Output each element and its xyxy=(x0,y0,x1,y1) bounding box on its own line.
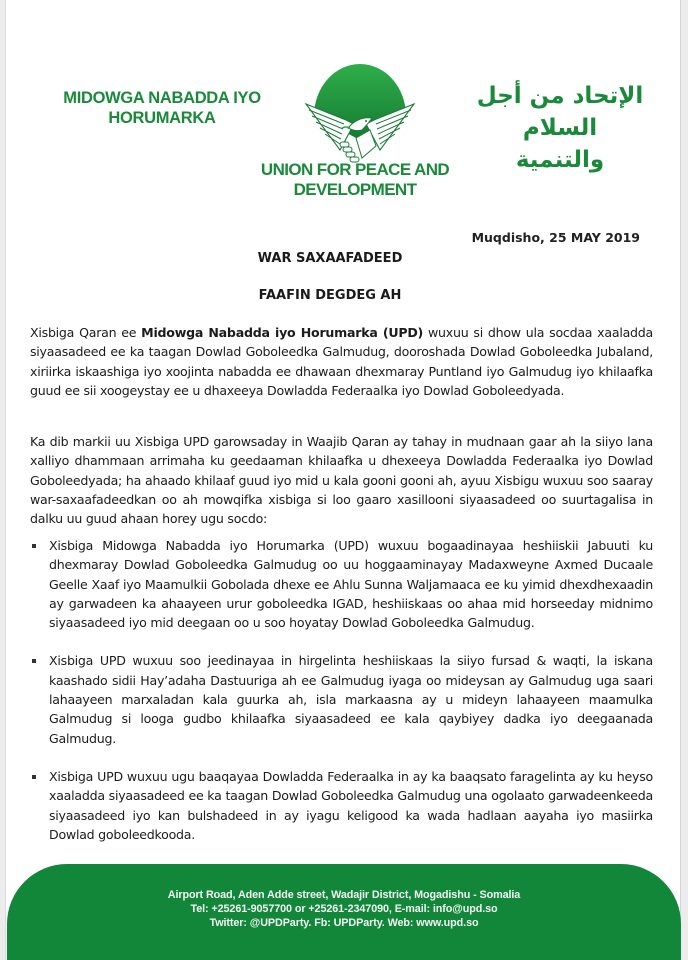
bullet-icon xyxy=(32,544,36,548)
party-name-english-line2: DEVELOPMENT xyxy=(293,180,417,199)
bullet-icon xyxy=(32,659,36,663)
letterhead xyxy=(0,0,688,215)
footer-contact: Tel: +25261-9057700 or +25261-2347090, E-mail: info@upd.so xyxy=(190,903,498,915)
party-name-somali xyxy=(52,88,272,128)
party-name-arabic-line2: والتنمية xyxy=(515,147,605,173)
document-subtitle: FAAFIN DEGDEG AH xyxy=(258,288,402,303)
party-name-somali-line1: MIDOWGA NABADDA IYO xyxy=(63,89,261,107)
document-title: WAR SAXAAFADEED xyxy=(257,251,403,266)
party-name-arabic-line1: الإتحاد من أجل السلام xyxy=(476,83,644,141)
paragraph-context: Ka dib markii uu Xisbiga UPD garowsaday in Waajib Qaran ay tahay in mudnaan gaar ah la siiyo lana xalliyo dhammaan arrimaha ku geedaaman khilaafka u dhexeeya Dowladda Federaalka iyo Dowlad Goboleedyada; ha ahaado khilaaf guud iyo mid u kala gooni gooni ah, ayuu Xisbigu wuxuu soo saaray war-saxaafadeedkan oo ah mowqifka xisbiga si loo gaaro xasillooni siyaasadeed oo suurtagalisa in dalku uu guud ahaan horey ugu socdo: xyxy=(30,434,653,527)
list-item-text: Xisbiga UPD wuxuu soo jeedinayaa in hirgelinta heshiiskaas la siiyo fursad & waqti, la iskana kaashado sidii Hay’adaha Dastuuriga ah ee Galmudug iyaga oo mideysan ay Galmudug uga saari lahaayeen marxaladan kala guurka ah, isla markaasna ay u mideyn lahaayeen maamulka Galmudug si looga gudbo khilaafka siyaasadeed ee kala qaybiyey dadka iyo deegaanada Galmudug. xyxy=(49,653,653,746)
party-name-somali-line2: HORUMARKA xyxy=(108,109,216,127)
party-name-english xyxy=(230,160,480,200)
list-item xyxy=(30,536,653,632)
bullet-icon xyxy=(32,775,36,779)
list-item xyxy=(30,651,653,747)
list-item-text: Xisbiga Midowga Nabadda iyo Horumarka (UPD) wuxuu bogaadinayaa heshiiskii Jabuuti ku dhexmaray Dowlad Goboleedka Galmudug oo uu hoggaaminayay Madaxweyne Axmed Ducaale Geelle Xaaf iyo Maamulkii Gobolada dhexe ee Ahlu Sunna Waljamaaca ee ku yimid dhexdhexaadin ay garwadeen ka ahaayeen urur goboleedka IGAD, heshiiskaas oo ahaa mid horseeday midnimo siyaasadeed iyo mid deegaan oo u soo hoyatay Dowlad Goboleedka Galmudug. xyxy=(49,538,653,631)
footer-address: Airport Road, Aden Adde street, Wadajir District, Mogadishu - Somalia xyxy=(167,889,521,901)
party-name-english-line1: UNION FOR PEACE AND xyxy=(260,160,450,179)
paragraph-intro xyxy=(30,323,653,400)
document-date: Muqdisho, 25 MAY 2019 xyxy=(471,230,640,245)
letterhead-footer xyxy=(7,864,681,960)
paragraph-intro-after: wuxuu si dhow ula socdaa xaaladda siyaasadeed ee ka taagan Dowlad Goboleedka Galmudug, dooroshada Dowlad Goboleedka Jubaland, xiriirka iskaashiga iyo xoojinta nabadda ee dhawaan dhexmaray Puntland iyo Galmudug iyo khilaafka guud ee sii xoogeystay ee u dhaxeeya Dowladda Federaalka iyo Dowlad Goboleedyada. xyxy=(30,325,653,398)
paragraph-intro-before: Xisbiga Qaran ee xyxy=(30,325,142,340)
position-list xyxy=(30,536,653,844)
handshake-dove-logo-icon xyxy=(300,58,420,166)
footer-social: Twitter: @UPDParty. Fb: UPDParty. Web: www.upd.so xyxy=(209,917,479,929)
list-item-text: Xisbiga UPD wuxuu ugu baaqayaa Dowladda Federaalka in ay ka baaqsato faragelinta ay ku heyso xaaladda siyaasadeed ee ka taagan Dowlad Goboleedka Galmudug una ogolaato garwadeenkeeda siyaasadeed iyo kan bulshadeed in ay iyagu keligood ka wada hadlaan aayaha iyo masiirka Dowlad goboleedkooda. xyxy=(49,768,653,842)
list-item xyxy=(30,767,653,844)
party-name-bold: Midowga Nabadda iyo Horumarka (UPD) xyxy=(141,325,424,340)
